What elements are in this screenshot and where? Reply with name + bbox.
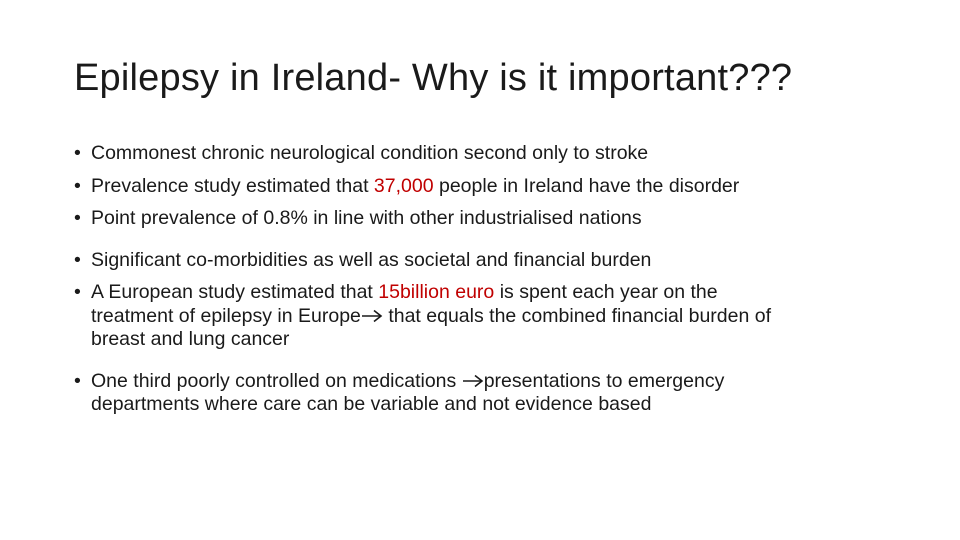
bullet-item <box>74 207 894 231</box>
right-arrow-icon <box>361 309 383 323</box>
bullet-text: Point prevalence of 0.8% in line with other industrialised nations <box>91 207 642 229</box>
bullet-dot: • <box>74 248 81 271</box>
bullet-text-line-1: A European study estimated that 15billion euro is spent each year on the <box>91 281 718 303</box>
highlighted-figure: 37,000 <box>373 174 434 197</box>
bullet-text: Commonest chronic neurological condition second only to stroke <box>91 142 649 164</box>
bullet-item <box>74 281 894 352</box>
bullet-dot: • <box>74 142 81 164</box>
bullet-dot: • <box>74 369 81 392</box>
bullet-group-prevalence <box>74 142 894 231</box>
bullet-text-line-1: One third poorly controlled on medications presentations to emergency <box>91 369 725 392</box>
bullet-item <box>74 175 894 199</box>
bullet-group-control <box>74 370 894 417</box>
bullet-text-line-3: breast and lung cancer <box>91 328 290 350</box>
bullet-dot: • <box>74 281 81 303</box>
bullet-item <box>74 249 894 273</box>
bullet-text: Significant co-morbidities as well as societal and financial burden <box>91 248 652 271</box>
slide-title: Epilepsy in Ireland- Why is it important??? <box>74 57 793 99</box>
bullet-group-burden <box>74 249 894 352</box>
right-arrow-icon <box>462 374 484 388</box>
bullet-item <box>74 370 894 417</box>
slide-body <box>74 142 894 426</box>
bullet-text: Prevalence study estimated that 37,000 people in Ireland have the disorder <box>91 174 740 197</box>
highlighted-figure: 15billion euro <box>378 281 495 303</box>
bullet-text-line-2: departments where care can be variable and not evidence based <box>91 393 652 415</box>
bullet-dot: • <box>74 174 81 197</box>
bullet-item <box>74 142 894 166</box>
bullet-dot: • <box>74 207 81 229</box>
bullet-text-line-2: treatment of epilepsy in Europe that equals the combined financial burden of <box>91 304 772 327</box>
